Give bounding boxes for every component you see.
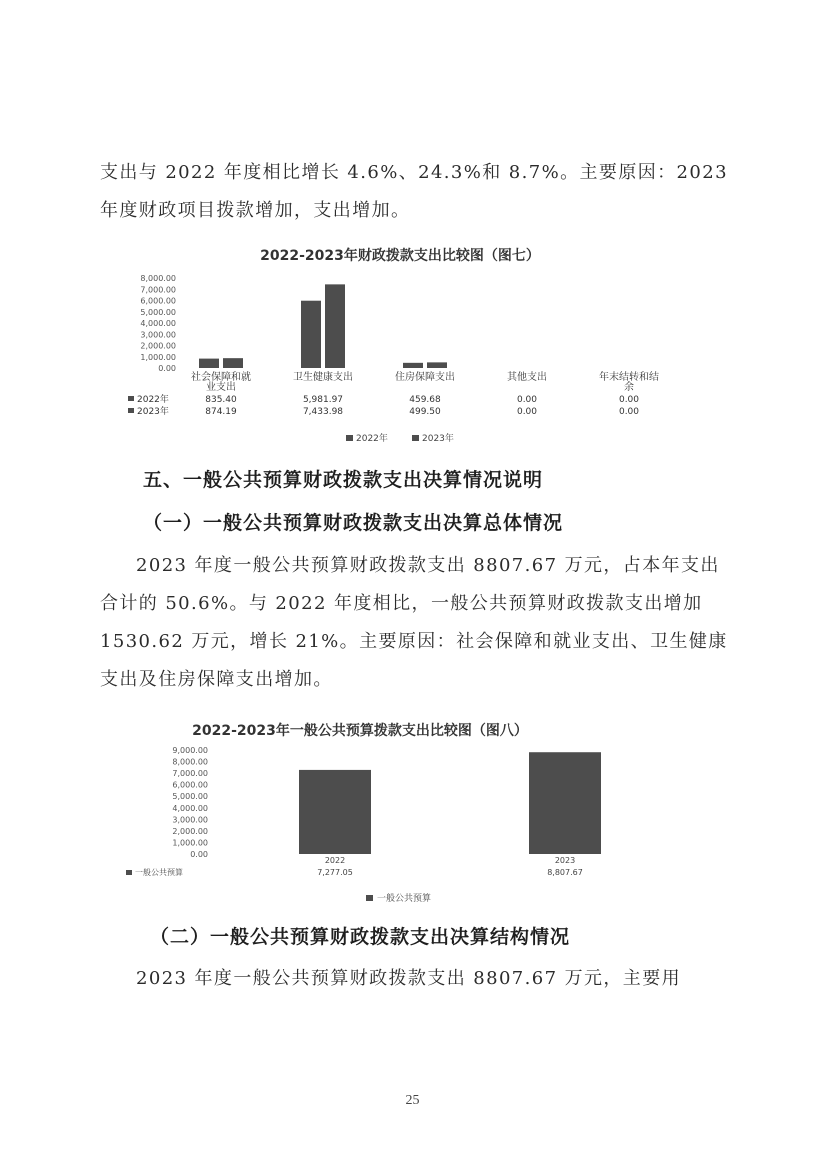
data-label: 0.00 [618, 407, 640, 417]
data-label: 0.00 [516, 407, 538, 417]
bar-2023年-1 [325, 284, 345, 368]
chart-fig7 [110, 240, 720, 455]
page-number: 25 [405, 1093, 420, 1108]
legend-label-2023: 2023年 [422, 434, 454, 444]
table-series-name: 2022年 [137, 395, 169, 405]
chart-title: 2022-2023年一般公共预算拨款支出比较图（图八） [192, 723, 528, 739]
subsection-heading-2: （二）一般公共预算财政拨款支出决算结构情况 [150, 926, 571, 948]
data-label: 835.40 [205, 395, 237, 405]
data-label: 0.00 [618, 395, 640, 405]
data-label: 0.00 [516, 395, 538, 405]
data-label: 459.68 [409, 395, 441, 405]
chart-fig8 [120, 718, 700, 908]
y-tick-label: 1,000.00 [140, 352, 176, 362]
category-label: 住房保障支出 [395, 372, 455, 383]
data-label: 7,277.05 [317, 868, 353, 877]
chart-title: 2022-2023年财政拨款支出比较图（图七） [260, 248, 540, 264]
y-tick-label: 6,000.00 [140, 296, 176, 306]
bar-2023 [529, 752, 601, 854]
legend-swatch [366, 895, 373, 901]
legend-label: 一般公共预算 [377, 894, 432, 904]
bar-2022年-2 [403, 363, 423, 368]
paragraph-general-budget-total: 2023 年度一般公共预算财政拨款支出 8807.67 万元，占本年支出合计的 50.6%。与 2022 年度相比，一般公共预算财政拨款支出增加 1530.62 万元，增长 21%。主要原因：社会保障和就业支出、卫生健康支出及住房保障支出增加。 [100, 555, 728, 690]
y-tick-label: 7,000.00 [172, 769, 208, 779]
y-tick-label: 3,000.00 [140, 330, 176, 340]
section-heading-5: 五、一般公共预算财政拨款支出决算情况说明 [143, 469, 544, 491]
y-tick-label: 4,000.00 [172, 803, 208, 813]
y-tick-label: 2,000.00 [172, 826, 208, 836]
data-label: 5,981.97 [302, 395, 344, 405]
data-label: 8,807.67 [547, 868, 583, 877]
data-label: 874.19 [205, 407, 237, 417]
bar-2023年-2 [427, 362, 447, 368]
table-series-swatch [128, 408, 134, 413]
y-tick-label: 8,000.00 [172, 757, 208, 767]
category-label: 2023 [554, 856, 576, 865]
bar-2022 [299, 770, 371, 854]
category-label: 社会保障和就 [191, 372, 251, 383]
y-tick-label: 1,000.00 [172, 838, 208, 848]
paragraph-budget-growth: 支出与 2022 年度相比增长 4.6%、24.3%和 8.7%。主要原因：2023 年度财政项目拨款增加，支出增加。 [100, 162, 728, 221]
y-tick-label: 7,000.00 [140, 285, 176, 295]
table-series-name: 2023年 [137, 407, 169, 417]
subsection-heading-1: （一）一般公共预算财政拨款支出决算总体情况 [143, 512, 564, 534]
category-label: 业支出 [206, 382, 236, 393]
y-tick-label: 3,000.00 [172, 815, 208, 825]
bar-2022年-0 [199, 359, 219, 368]
category-label: 卫生健康支出 [293, 372, 353, 383]
table-series-name: 一般公共预算 [135, 868, 183, 877]
y-tick-label: 9,000.00 [172, 746, 208, 755]
bar-2023年-0 [223, 358, 243, 368]
y-tick-label: 2,000.00 [140, 341, 176, 351]
y-tick-label: 4,000.00 [140, 319, 176, 328]
data-label: 499.50 [409, 407, 441, 417]
chart-legend [346, 432, 454, 444]
y-tick-label: 5,000.00 [172, 792, 208, 802]
category-label: 余 [624, 382, 634, 393]
legend-swatch-2022 [346, 435, 353, 441]
table-series-swatch [126, 870, 132, 875]
category-label: 2022 [324, 856, 346, 865]
y-tick-label: 0.00 [190, 850, 208, 859]
legend-swatch-2023 [412, 435, 419, 441]
y-tick-label: 6,000.00 [172, 780, 208, 790]
y-tick-label: 8,000.00 [140, 274, 176, 283]
table-series-swatch [128, 396, 134, 401]
legend-label-2022: 2022年 [356, 434, 388, 444]
category-label: 年末结转和结 [599, 372, 659, 383]
y-tick-label: 0.00 [158, 364, 176, 373]
category-label: 其他支出 [507, 372, 547, 383]
y-tick-label: 5,000.00 [140, 307, 176, 317]
chart-legend [366, 892, 431, 904]
bar-2022年-1 [301, 301, 321, 368]
paragraph-structure-intro: 2023 年度一般公共预算财政拨款支出 8807.67 万元，主要用 [136, 968, 682, 989]
data-label: 7,433.98 [302, 407, 344, 417]
